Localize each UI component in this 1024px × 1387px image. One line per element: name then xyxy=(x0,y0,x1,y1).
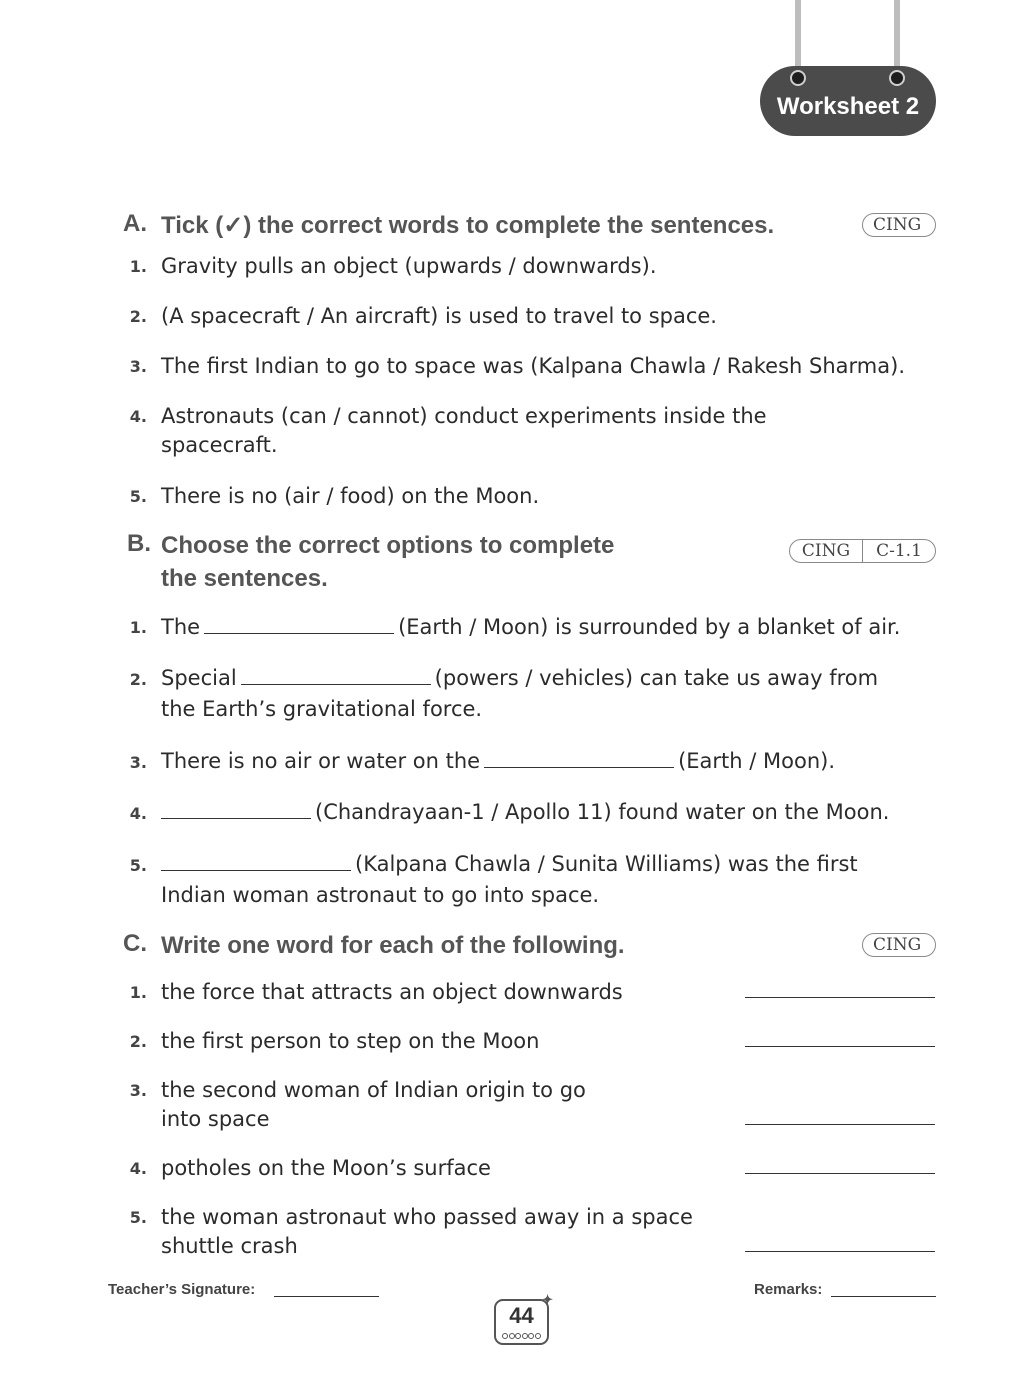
tag-hole-left xyxy=(790,70,806,86)
badge-label: CING xyxy=(873,935,922,955)
page-number-badge xyxy=(494,1292,553,1345)
fill-blank-sentence xyxy=(161,746,835,776)
teacher-signature-line[interactable] xyxy=(274,1296,379,1297)
section-c-badge xyxy=(862,933,936,957)
item-number: 3. xyxy=(129,753,147,772)
answer-blank[interactable] xyxy=(484,747,674,768)
section-a-title: Tick (✓) the correct words to complete the sentences. xyxy=(161,212,775,239)
item-text: (A spacecraft / An aircraft) is used to travel to space. xyxy=(161,304,717,328)
sentence-end: (powers / vehicles) can take us away from xyxy=(434,666,879,690)
fill-blank-sentence xyxy=(161,663,878,693)
page-number: 44 xyxy=(509,1303,534,1328)
answer-blank[interactable] xyxy=(161,850,351,871)
item-number: 2. xyxy=(129,307,147,326)
item-text-line1: Astronauts (can / cannot) conduct experiments inside the xyxy=(161,404,767,428)
badge-label: CING xyxy=(873,215,922,235)
section-a-badge xyxy=(862,213,936,237)
answer-blank[interactable] xyxy=(204,613,394,634)
item-number: 3. xyxy=(129,357,147,376)
item-number: 2. xyxy=(129,670,147,689)
sentence-end: (Earth / Moon) is surrounded by a blanket of air. xyxy=(398,615,901,639)
answer-blank[interactable] xyxy=(161,798,311,819)
remarks-line[interactable] xyxy=(831,1296,936,1297)
item-number: 4. xyxy=(129,804,147,823)
sentence-start: There is no air or water on the xyxy=(161,749,481,773)
answer-line[interactable] xyxy=(745,1046,935,1047)
item-number: 2. xyxy=(129,1032,147,1051)
answer-line[interactable] xyxy=(745,1173,935,1174)
section-c-title: Write one word for each of the following. xyxy=(161,932,625,959)
answer-blank[interactable] xyxy=(241,664,431,685)
section-b-title-line1: Choose the correct options to complete xyxy=(161,532,615,559)
item-number: 5. xyxy=(129,856,147,875)
item-text: Gravity pulls an object (upwards / downwards). xyxy=(161,254,657,278)
item-text-line2: Indian woman astronaut to go into space. xyxy=(161,883,600,907)
item-number: 1. xyxy=(129,983,147,1002)
section-b-badge xyxy=(789,539,936,563)
remarks-label: Remarks: xyxy=(754,1281,823,1298)
sentence-end: (Chandrayaan-1 / Apollo 11) found water on the Moon. xyxy=(315,800,890,824)
section-a-letter: A. xyxy=(123,210,147,237)
item-text-line1: the woman astronaut who passed away in a space xyxy=(161,1205,693,1229)
item-number: 1. xyxy=(129,618,147,637)
badge-label: CING xyxy=(801,541,851,561)
tag-hole-right xyxy=(889,70,905,86)
item-number: 3. xyxy=(129,1081,147,1100)
item-number: 1. xyxy=(129,257,147,276)
fill-blank-sentence xyxy=(161,797,890,827)
item-text: potholes on the Moon’s surface xyxy=(161,1156,491,1180)
teacher-signature-label: Teacher’s Signature: xyxy=(108,1281,256,1298)
sentence-end: (Kalpana Chawla / Sunita Williams) was the first xyxy=(355,852,858,876)
item-text: the force that attracts an object downwards xyxy=(161,980,623,1004)
worksheet-tag: Worksheet 2 xyxy=(760,66,936,136)
badge-code: C-1.1 xyxy=(862,540,935,562)
item-text: the first person to step on the Moon xyxy=(161,1029,540,1053)
item-text-line2: into space xyxy=(161,1107,270,1131)
item-number: 4. xyxy=(129,407,147,426)
fill-blank-sentence xyxy=(161,849,858,879)
tag-hanger-right xyxy=(894,0,900,72)
star-icon: ✦ xyxy=(542,1292,553,1307)
item-text-line1: the second woman of Indian origin to go xyxy=(161,1078,586,1102)
section-b-letter: B. xyxy=(127,530,151,557)
sentence-start: Special xyxy=(161,666,237,690)
film-dots-icon xyxy=(502,1333,541,1339)
item-number: 5. xyxy=(129,1208,147,1227)
section-b-title-line2: the sentences. xyxy=(161,565,328,592)
answer-line[interactable] xyxy=(745,1251,935,1252)
item-text-line2: the Earth’s gravitational force. xyxy=(161,697,483,721)
item-text: The first Indian to go to space was (Kalpana Chawla / Rakesh Sharma). xyxy=(161,354,905,378)
sentence-end: (Earth / Moon). xyxy=(678,749,836,773)
item-number: 5. xyxy=(129,487,147,506)
item-text-line2: shuttle crash xyxy=(161,1234,298,1258)
item-text: There is no (air / food) on the Moon. xyxy=(161,484,540,508)
item-number: 4. xyxy=(129,1159,147,1178)
answer-line[interactable] xyxy=(745,1124,935,1125)
answer-line[interactable] xyxy=(745,997,935,998)
fill-blank-sentence xyxy=(161,612,900,642)
section-c-letter: C. xyxy=(123,930,147,957)
item-text-line2: spacecraft. xyxy=(161,433,278,457)
tag-hanger-left xyxy=(795,0,801,72)
sentence-start: The xyxy=(161,615,201,639)
